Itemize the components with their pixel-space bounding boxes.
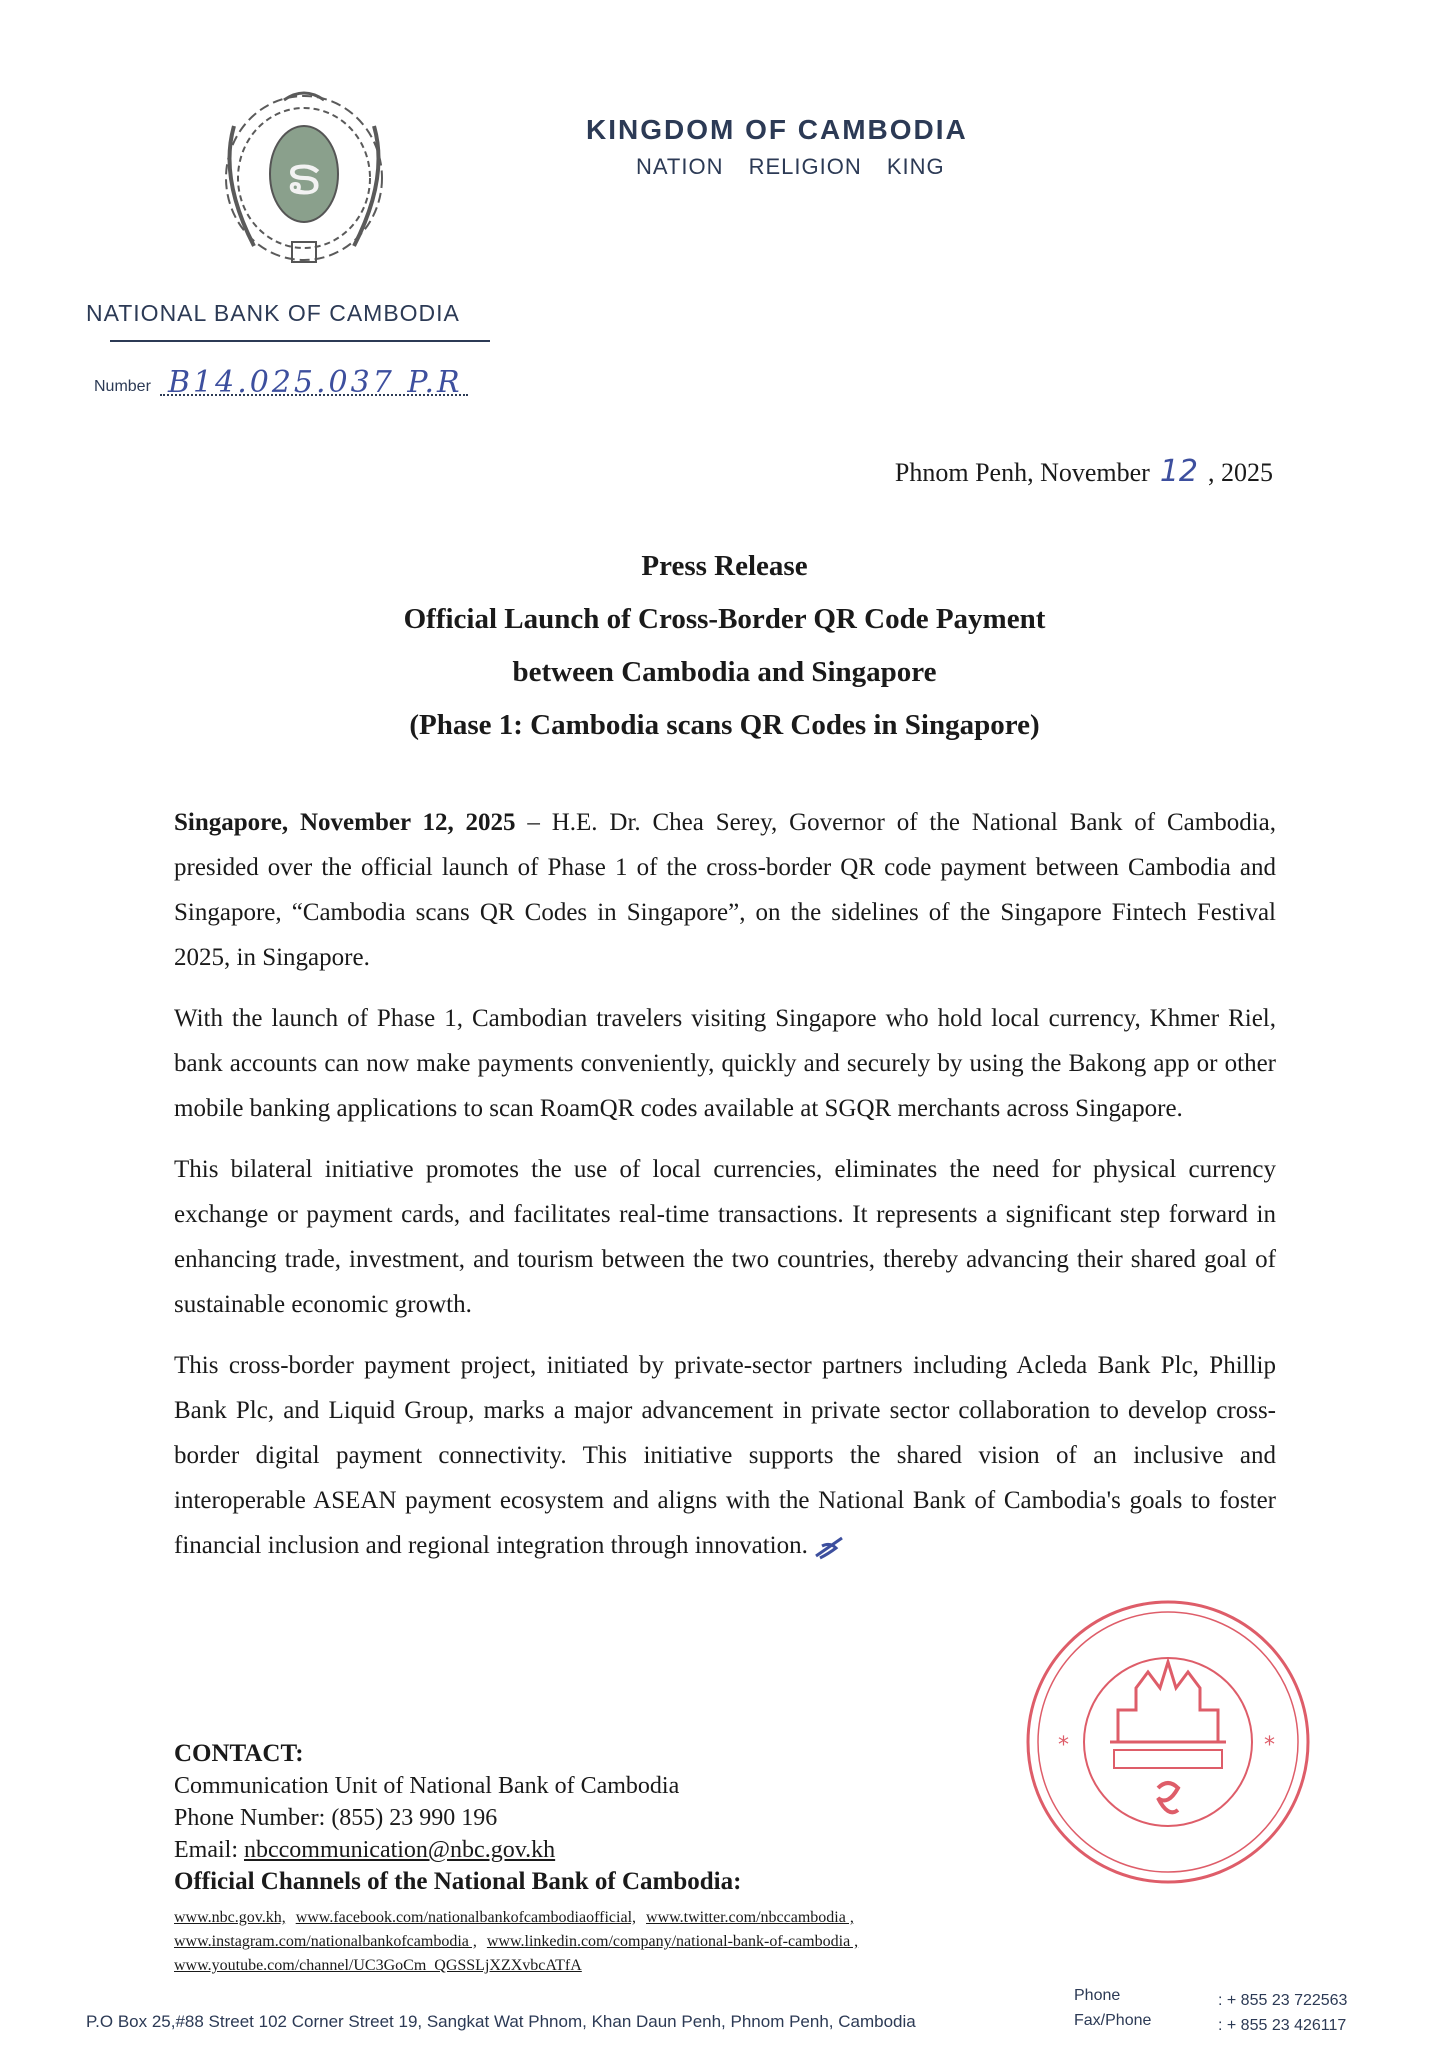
paragraph-4 xyxy=(174,1343,1276,1568)
national-emblem xyxy=(214,86,394,276)
email-link[interactable]: nbccommunication@nbc.gov.kh xyxy=(243,1837,556,1863)
link-facebook[interactable]: www.facebook.com/nationalbankofcambodiaofficial, xyxy=(295,1909,637,1926)
headline-line-1: Official Launch of Cross-Border QR Code Payment xyxy=(403,603,1046,635)
link-instagram[interactable]: www.instagram.com/nationalbankofcambodia , xyxy=(174,1933,477,1950)
paragraph-1-text: – H.E. Dr. Chea Serey, Governor of the National Bank of Cambodia, presided over the official launch of Phase 1 of the cross-border QR code payment between Cambodia and Singapore, “Cambodia scans QR Codes in Singapore”, on the sidelines of the Singapore Fintech Festival 2025, in Singapore. xyxy=(174,809,1276,971)
contact-heading: CONTACT: xyxy=(174,1740,304,1767)
footer-phone-label: Phone xyxy=(1074,1987,1121,2004)
links-row-2 xyxy=(174,1930,864,1954)
dateline-suffix: , 2025 xyxy=(1208,458,1273,487)
organization-name: NATIONAL BANK OF CAMBODIA xyxy=(86,300,460,326)
title-block xyxy=(0,540,1449,752)
contact-email-row xyxy=(174,1834,741,1866)
paragraph-2: With the launch of Phase 1, Cambodian travelers visiting Singapore who hold local currency, Khmer Riel, bank accounts can now make payments conveniently, quickly and securely by using the Bakong app or other mobile banking applications to scan RoamQR codes available at SGQR merchants across Singapore. xyxy=(174,1005,1276,1122)
dateline-prefix: Phnom Penh, November xyxy=(894,458,1150,487)
email-label: Email: xyxy=(174,1837,244,1863)
doc-type-title: Press Release xyxy=(641,550,808,582)
paragraph-3: This bilateral initiative promotes the use of local currencies, eliminates the need for physical currency exchange or payment cards, and facilitates real-time transactions. It represents a significant step forward in enhancing trade, investment, and tourism between the two countries, thereby advancing their shared goal of sustainable economic growth. xyxy=(174,1156,1276,1318)
footer-address: P.O Box 25,#88 Street 102 Corner Street 19, Sangkat Wat Phnom, Khan Daun Penh, Phnom Penh, Cambodia xyxy=(86,2012,916,2031)
motto-king: KING xyxy=(886,154,945,179)
contact-unit: Communication Unit of National Bank of Cambodia xyxy=(174,1773,680,1799)
channels-heading: Official Channels of the National Bank of Cambodia: xyxy=(174,1868,742,1895)
number-label: Number xyxy=(94,378,151,395)
link-youtube[interactable]: www.youtube.com/channel/UC3GoCm_QGSSLjXZXvbcATfA xyxy=(174,1957,582,1974)
links-row-3 xyxy=(174,1954,864,1978)
press-release-body xyxy=(174,800,1276,1584)
links-row-1 xyxy=(174,1906,864,1930)
organization-underline xyxy=(110,340,490,342)
national-motto xyxy=(636,154,963,180)
country-heading: KINGDOM OF CAMBODIA xyxy=(586,114,968,145)
paragraph-4-text: This cross-border payment project, initiated by private-sector partners including Acleda Bank Plc, Phillip Bank Plc, and Liquid Group, marks a major advancement in private sector collaboration to develop cross-border digital payment connectivity. This initiative supports the shared vision of an inclusive and interoperable ASEAN payment ecosystem and aligns with the National Bank of Cambodia's goals to foster financial inclusion and regional integration through innovation. xyxy=(174,1352,1276,1559)
link-twitter[interactable]: www.twitter.com/nbccambodia , xyxy=(646,1909,854,1926)
reference-number xyxy=(94,362,514,402)
dateline xyxy=(895,454,1273,489)
footer-fax-label: Fax/Phone xyxy=(1074,2012,1152,2029)
motto-religion: RELIGION xyxy=(748,154,862,179)
footer-numbers xyxy=(1218,1988,1347,2038)
footer-fax-number: : + 855 23 426117 xyxy=(1218,2017,1347,2034)
paragraph-1-lead: Singapore, November 12, 2025 xyxy=(174,809,516,836)
contact-phone: Phone Number: (855) 23 990 196 xyxy=(174,1805,498,1831)
svg-text:ຣ: ຣ xyxy=(286,147,322,207)
svg-text:*: * xyxy=(1264,1733,1275,1758)
footer-phone-number: : + 855 23 722563 xyxy=(1218,1992,1348,2009)
headline-line-3: (Phase 1: Cambodia scans QR Codes in Singapore) xyxy=(409,709,1040,741)
link-linkedin[interactable]: www.linkedin.com/company/national-bank-of-cambodia , xyxy=(486,1933,859,1950)
link-website[interactable]: www.nbc.gov.kh, xyxy=(174,1909,286,1926)
number-handwritten: B14.025.037 P.R xyxy=(168,365,463,400)
svg-text:*: * xyxy=(1058,1733,1069,1758)
paragraph-1 xyxy=(174,800,1276,980)
headline-line-2: between Cambodia and Singapore xyxy=(512,656,937,688)
dateline-day: 12 xyxy=(1159,454,1198,489)
channel-links xyxy=(174,1906,864,1978)
official-seal xyxy=(1018,1592,1318,1892)
initial-mark-icon xyxy=(812,1532,848,1562)
contact-block xyxy=(174,1738,741,1898)
motto-nation: NATION xyxy=(636,154,724,179)
